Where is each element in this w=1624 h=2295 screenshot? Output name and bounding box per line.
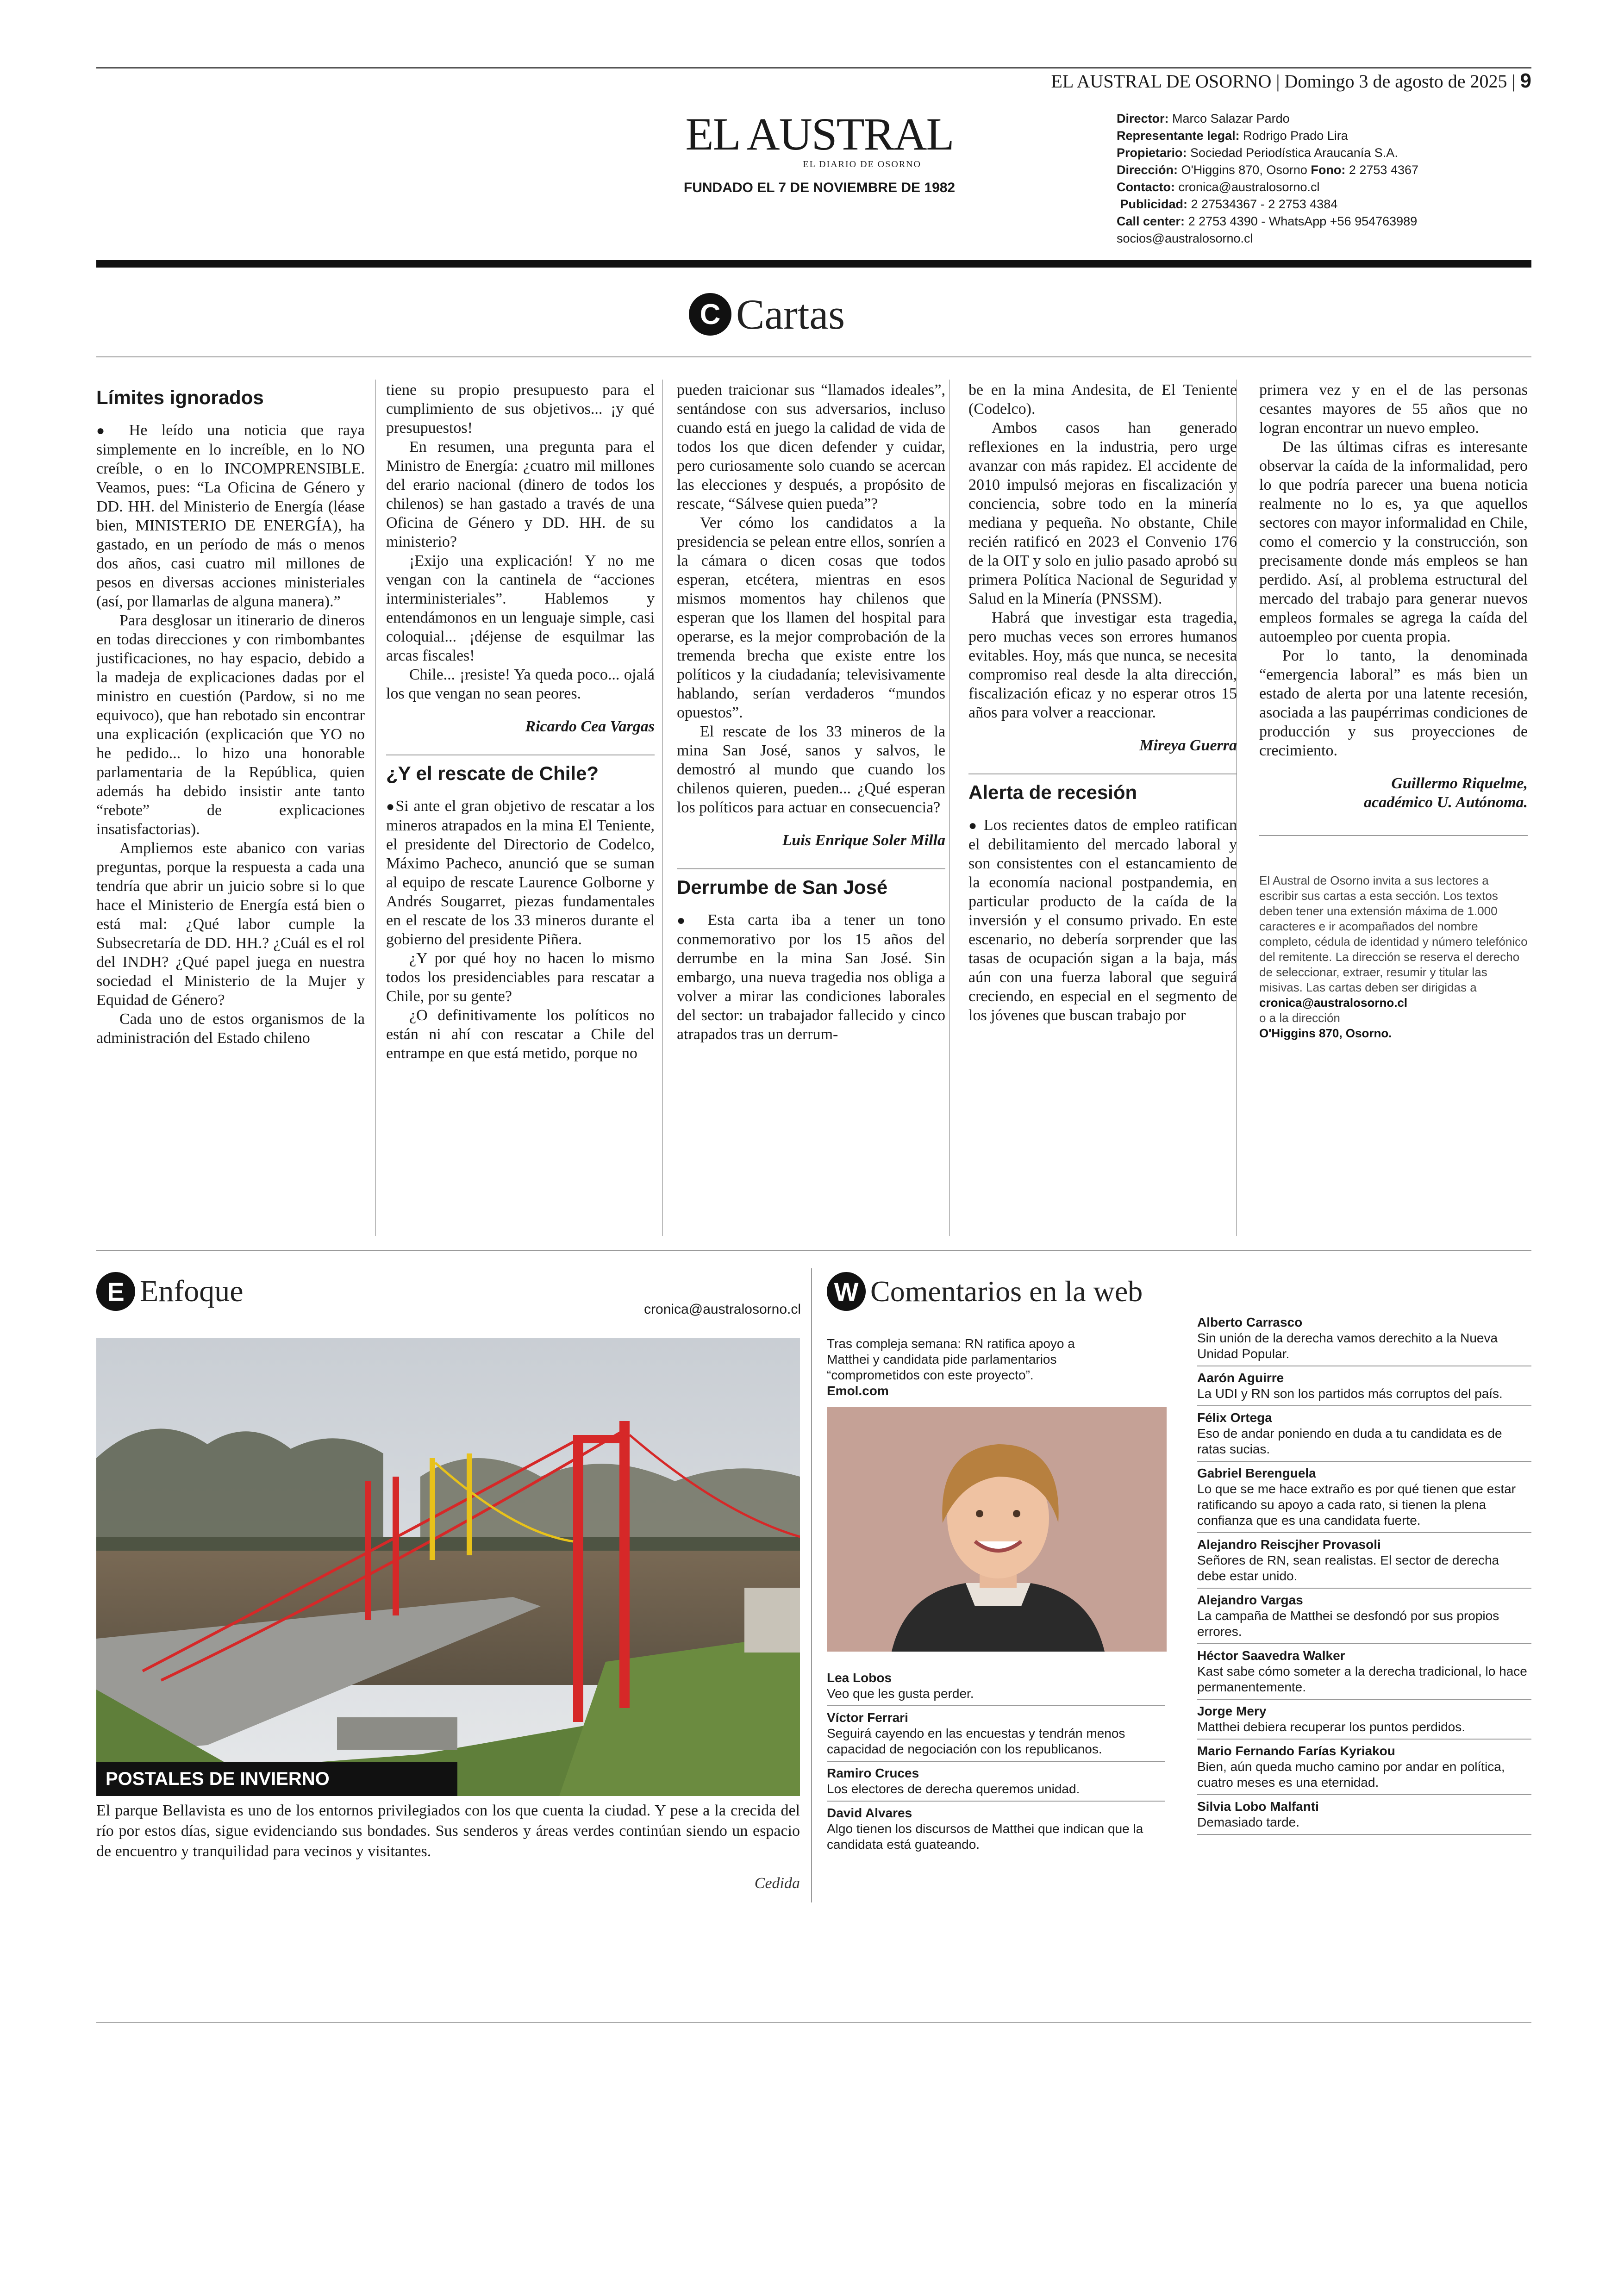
letter-paragraph: Ampliemos este abanico con varias preguntas, porque la respuesta a cada una tendría que abrir un juicio sobre si lo que hace el Ministerio de Energía está bien o está mal: ¿Qué labor cumple la Subsecretaría de DD. HH.? ¿Cuál es el rol del INDH? ¿Qué papel juega en nuestra sociedad el Ministerio de la Mujer y Equidad de Género? — [96, 840, 365, 1009]
letters-notice: El Austral de Osorno invita a sus lectores a escribir sus cartas a esta sección. Los textos deben tener una extensión máxima de 1.000 caracteres e ir acompañados del nombre completo, cédula de identidad y número telefónico del remitente. La dirección se reserva el derecho de seleccionar, extraer, resumir y titular las misivas. Las cartas deben ser dirigidas a cronica@australosorno.cl o a la dirección O'Higgins 870, Osorno. — [1259, 873, 1528, 1040]
comment-author: Lea Lobos — [827, 1671, 892, 1685]
letter-paragraph: be en la mina Andesita, de El Teniente (Codelco). — [968, 381, 1237, 418]
comment-item — [1197, 1799, 1531, 1835]
comment-item — [1197, 1410, 1531, 1462]
letter-paragraph: De las últimas cifras es interesante observar la caída de la informalidad, pero lo que podría parecer una buena noticia realmente no lo es, ya que aquellos sectores con mayor informalidad en Chile, como el comercio y la construcción, son precisamente donde más empleos se han perdido. Así, al problema estructural del mercado del trabajo para generar nuevos empleos formales se agrega la caída del autoempleo por cuenta propia. — [1259, 438, 1528, 645]
letter-paragraph: ● Los recientes datos de empleo ratifican el debilitamiento del mercado laboral y son consistentes con el estancamiento de la economía nacional postpandemia, en particular producto de la caída de la inversión y el consumo privado. En este escenario, no debería sorprender que las tasas de ocupación sigan a la baja, más aún con una fuerza laboral que seguirá creciendo, en especial en el segmento de los jóvenes que buscan trabajo por — [968, 817, 1237, 1024]
comment-item — [1197, 1743, 1531, 1795]
letter-paragraph: primera vez y en el de las personas cesantes mayores de 55 años que no logran encontrar un nuevo empleo. — [1259, 381, 1528, 437]
enfoque-title: Enfoque — [140, 1274, 244, 1308]
comment-text: Eso de andar poniendo en duda a tu candidata es de ratas sucias. — [1197, 1426, 1502, 1456]
staff-contact: Contacto: cronica@australosorno.cl — [1117, 180, 1320, 194]
comment-author: Alejandro Reiscjher Provasoli — [1197, 1537, 1381, 1552]
cartas-rule — [96, 356, 1531, 357]
letter-paragraph: Por lo tanto, la denominada “emergencia laboral” es más bien un estado de alerta por una latente recesión, asociada a las paupérrimas condiciones de producción y sus proyecciones de crecimiento. — [1259, 647, 1528, 759]
letter-signature: Luis Enrique Soler Milla — [782, 832, 945, 849]
comment-text: Veo que les gusta perder. — [827, 1686, 974, 1701]
letter-signature-name: Guillermo Riquelme, — [1391, 775, 1528, 792]
comment-author: Gabriel Berenguela — [1197, 1466, 1316, 1480]
founded-line: FUNDADO EL 7 DE NOVIEMBRE DE 1982 — [683, 180, 956, 195]
comment-author: Jorge Mery — [1197, 1704, 1267, 1718]
comment-text: Señores de RN, sean realistas. El sector de derecha debe estar unido. — [1197, 1553, 1499, 1583]
staff-owner: Propietario: Sociedad Periodística Araucanía S.A. — [1117, 146, 1398, 160]
letter-paragraph: ● He leído una noticia que raya simplemente en lo increíble, en lo NO creíble, o en lo INCOMPRENSIBLE. Veamos, pues: “La Oficina de Género y DD. HH. del Ministerio de Energía (léase bien, MINISTERIO DE ENERGÍA), ha gastado, en un período de más o menos dos años, casi cuatro mil millones de pesos en diversas acciones ministeriales (así, por llamarlas de alguna manera).” — [96, 422, 365, 610]
letter-column-2 — [386, 380, 655, 1063]
bullet-icon: ● — [386, 799, 396, 814]
comment-author: Héctor Saavedra Walker — [1197, 1648, 1345, 1663]
letter-title: Alerta de recesión — [968, 781, 1137, 803]
comment-text: Sin unión de la derecha vamos derechito a la Nueva Unidad Popular. — [1197, 1331, 1498, 1361]
letter-column-4 — [968, 380, 1237, 1025]
letter-paragraph: Chile... ¡resiste! Ya queda poco... ojalá los que vengan no sean peores. — [386, 666, 655, 702]
comment-item — [827, 1805, 1165, 1856]
letter-paragraph: Para desglosar un itinerario de dineros en todas direcciones y con rimbombantes justificaciones, no hay espacio, debido a la madeja de explicaciones dadas por el ministro en cuestión (Pardow, si no me equivoco), que han rebotado sin encontrar una explicación (explicación que YO no he pedido... lo hizo una honorable parlamentaria de la República, quien además ha debido insistir ante tanto “rebote” de explicaciones insatisfactorias). — [96, 612, 365, 838]
column-divider — [662, 380, 663, 1236]
letter-paragraph: En resumen, una pregunta para el Ministro de Energía: ¿cuatro mil millones del erario nacional (dinero de todos los chilenos) se han gastado a través de una Oficina de Género y DD. HH. de su ministerio? — [386, 438, 655, 550]
photo-credit: Cedida — [754, 1875, 800, 1892]
comment-author: Félix Ortega — [1197, 1410, 1272, 1425]
letter-paragraph: Ambos casos han generado reflexiones en la industria, pero urge avanzar con más rapidez. El accidente de 2010 impulsó mejoras en fiscalización y conciencia, sobre todo en la minería mediana y pequeña. No obstante, Chile recién ratificó en 2023 el Convenio 176 de la OIT y solo en julio pasado aprobó su primera Política Nacional de Seguridad y Salud en la Minería (PNSSM). — [968, 419, 1237, 607]
comment-text: Seguirá cayendo en las encuestas y tendrán menos capacidad de negociación con los republicanos. — [827, 1726, 1125, 1756]
page-number: 9 — [1520, 69, 1531, 92]
comment-item — [1197, 1592, 1531, 1644]
comment-item — [827, 1710, 1165, 1762]
letter-paragraph: Ver cómo los candidatos a la presidencia se pelean entre ellos, sonríen a la cámara o dicen cosas que todos esperan, etcétera, mientras en esos mismos momentos hay chilenos que esperan que los llamen del hospital para operarse, es la mejor comprobación de la tremenda brecha que existe entre los políticos y la ciudadanía; televisivamente hablando, serían verdaderos “mundos opuestos”. — [677, 514, 945, 721]
comment-text: La UDI y RN son los partidos más corruptos del país. — [1197, 1386, 1503, 1401]
letter-column-1 — [96, 380, 365, 1048]
intro-source: Emol.com — [827, 1384, 889, 1398]
comment-author: Víctor Ferrari — [827, 1710, 908, 1725]
comment-text: Matthei debiera recuperar los puntos perdidos. — [1197, 1720, 1466, 1734]
comments-left-list — [827, 1670, 1165, 1860]
comment-author: Aarón Aguirre — [1197, 1371, 1284, 1385]
top-rule — [96, 67, 1531, 69]
running-head-paper: EL AUSTRAL DE OSORNO — [1051, 71, 1272, 92]
comment-text: Bien, aún queda mucho camino por andar en política, cuatro meses es una eternidad. — [1197, 1759, 1505, 1790]
staff-advertising: Publicidad: 2 27534367 - 2 2753 4384 — [1120, 197, 1338, 211]
letter-title: ¿Y el rescate de Chile? — [386, 762, 599, 784]
photo-tag: POSTALES DE INVIERNO — [96, 1762, 457, 1796]
comment-author: Alejandro Vargas — [1197, 1593, 1303, 1607]
comment-text: Los electores de derecha queremos unidad. — [827, 1782, 1080, 1796]
photo-caption: El parque Bellavista es uno de los entornos privilegiados con los que cuenta la ciudad. Y pese a la crecida del río por estos días, sigue evidenciando sus bondades. Sus senderos y áreas verdes continúan siendo un espacio de encuentro y tranquilidad para vecinos y visitantes. — [96, 1802, 800, 1860]
comment-item — [1197, 1370, 1531, 1406]
enfoque-email: cronica@australosorno.cl — [644, 1302, 801, 1317]
comment-author: Mario Fernando Farías Kyriakou — [1197, 1744, 1395, 1758]
comment-author: Silvia Lobo Malfanti — [1197, 1799, 1319, 1814]
comment-item — [1197, 1466, 1531, 1533]
letter-title: Límites ignorados — [96, 387, 264, 408]
staff-callcenter: Call center: 2 2753 4390 - WhatsApp +56 954763989 — [1117, 214, 1418, 228]
comments-intro: Tras compleja semana: RN ratifica apoyo a Matthei y candidata pide parlamentarios “comprometidos con este proyecto”. Emol.com — [827, 1336, 1075, 1398]
cartas-title: Cartas — [736, 291, 845, 338]
staff-director: Director: Marco Salazar Pardo — [1117, 112, 1290, 125]
bottom-rule — [96, 2022, 1531, 2023]
bullet-icon: ● — [968, 818, 979, 833]
notice-email: cronica@australosorno.cl — [1259, 996, 1408, 1010]
letter-paragraph: Cada uno de estos organismos de la administración del Estado chileno — [96, 1010, 365, 1047]
comment-item — [1197, 1648, 1531, 1700]
letter-paragraph: ● Esta carta iba a tener un tono conmemorativo por los 15 años del derrumbe en la mina San José. Sin embargo, una nueva tragedia nos obliga a volver a mirar las condiciones laborales del sector: un trabajador fallecido y cinco atrapados tras un derrum- — [677, 911, 946, 1043]
enfoque-letter-icon: E — [96, 1272, 135, 1311]
letter-paragraph: El rescate de los 33 mineros de la mina San José, sanos y salvos, le demostró al mundo que cuando los chilenos quieren, pueden... ¿Qué esperan los políticos para actuar en consecuencia? — [677, 723, 945, 816]
running-head: EL AUSTRAL DE OSORNO | Domingo 3 de agosto de 2025 | 9 — [1051, 69, 1531, 92]
comments-right-list — [1197, 1315, 1531, 1839]
letter-divider — [677, 868, 945, 869]
park-bridge-photo — [96, 1338, 800, 1796]
letter-paragraph: ¿O definitivamente los políticos no están ni ahí con rescatar a Chile del entrampe en que está metido, porque no — [386, 1007, 655, 1062]
letter-title: Derrumbe de San José — [677, 876, 888, 898]
comment-item — [1197, 1703, 1531, 1740]
masthead-title: EL AUSTRAL — [685, 108, 954, 160]
staff-address: Dirección: O'Higgins 870, Osorno Fono: 2 2753 4367 — [1117, 163, 1419, 177]
section-rule — [96, 1250, 1531, 1251]
comentarios-letter-icon: W — [827, 1272, 866, 1311]
enfoque-section-header — [96, 1272, 244, 1311]
comment-text: Demasiado tarde. — [1197, 1815, 1300, 1829]
column-divider — [375, 380, 376, 1236]
letter-column-3 — [677, 380, 945, 1044]
staff-box — [1117, 110, 1533, 247]
letter-paragraph: ¡Exijo una explicación! Y no me vengan con la cantinela de “acciones interministeriales”. Hablemos y entendámonos en un lenguaje simple, casi coloquial... ¡déjense de esquilmar las arcas fiscales! — [386, 552, 655, 664]
masthead — [676, 108, 963, 196]
comentarios-section-header — [827, 1272, 1143, 1311]
letter-paragraph: pueden traicionar sus “llamados ideales”, sentándose con sus adversarios, incluso cuando está en juego la calidad de vida de todos los que dicen defender y cuidar, pero curiosamente solo cuando se acercan las elecciones y después, a propósito de rescate, “Sálvese quien pueda”? — [677, 381, 945, 512]
notice-address: O'Higgins 870, Osorno. — [1259, 1026, 1392, 1040]
letter-signature: Mireya Guerra — [1139, 737, 1237, 754]
comment-author: Ramiro Cruces — [827, 1766, 919, 1780]
letter-signature: Ricardo Cea Vargas — [525, 718, 655, 735]
letter-paragraph: ¿Y por qué hoy no hacen lo mismo todos los presidenciables para rescatar a Chile, por su gente? — [386, 950, 655, 1005]
letter-signature-role: académico U. Autónoma. — [1364, 794, 1528, 811]
bullet-icon: ● — [96, 423, 115, 438]
comment-text: Algo tienen los discursos de Matthei que indican que la candidata está guateando. — [827, 1821, 1143, 1852]
column-divider — [811, 1268, 812, 1902]
running-head-date: Domingo 3 de agosto de 2025 — [1284, 71, 1507, 92]
masthead-subtitle: EL DIARIO DE OSORNO — [803, 159, 921, 169]
column-divider — [949, 380, 950, 1236]
masthead-rule — [96, 260, 1531, 268]
comment-text: La campaña de Matthei se desfondó por sus propios errores. — [1197, 1609, 1499, 1639]
comment-item — [1197, 1537, 1531, 1589]
comentarios-title: Comentarios en la web — [870, 1275, 1143, 1308]
candidate-portrait — [827, 1407, 1167, 1652]
bullet-icon: ● — [677, 913, 694, 928]
comment-text: Lo que se me hace extraño es por qué tienen que estar ratificando su apoyo a cada rato, si tienen la plena confianza que es una candidata fuerte. — [1197, 1482, 1516, 1528]
comment-item — [1197, 1315, 1531, 1366]
comment-text: Kast sabe cómo someter a la derecha tradicional, lo hace permanentemente. — [1197, 1664, 1527, 1694]
staff-legal: Representante legal: Rodrigo Prado Lira — [1117, 129, 1348, 143]
comment-author: David Alvares — [827, 1806, 912, 1820]
letter-paragraph: tiene su propio presupuesto para el cumplimiento de sus objetivos... ¡y qué presupuestos! — [386, 381, 655, 437]
comment-item — [827, 1765, 1165, 1802]
letter-column-5 — [1259, 380, 1528, 1041]
letter-divider — [968, 773, 1237, 774]
letter-divider — [1259, 835, 1528, 836]
letter-paragraph: ●Si ante el gran objetivo de rescatar a los mineros atrapados en la mina El Teniente, el presidente del Directorio de Codelco, Máximo Pacheco, anunció que se suman al equipo de rescate Laurence Golborne y Andrés Sougarret, piezas fundamentales en el rescate de los 33 mineros durante el gobierno del presidente Piñera. — [386, 798, 655, 948]
letter-paragraph: Habrá que investigar esta tragedia, pero muchas veces son errores humanos evitables. Hoy, más que nunca, se necesita compromiso real desde la alta dirección, fiscalización eficaz y no esperar otros 15 años para volver a reaccionar. — [968, 609, 1237, 721]
cartas-section-header — [689, 290, 845, 339]
comment-author: Alberto Carrasco — [1197, 1315, 1303, 1329]
cartas-letter-icon: C — [689, 293, 731, 336]
staff-members-email: socios@australosorno.cl — [1117, 231, 1253, 245]
comment-item — [827, 1670, 1165, 1706]
